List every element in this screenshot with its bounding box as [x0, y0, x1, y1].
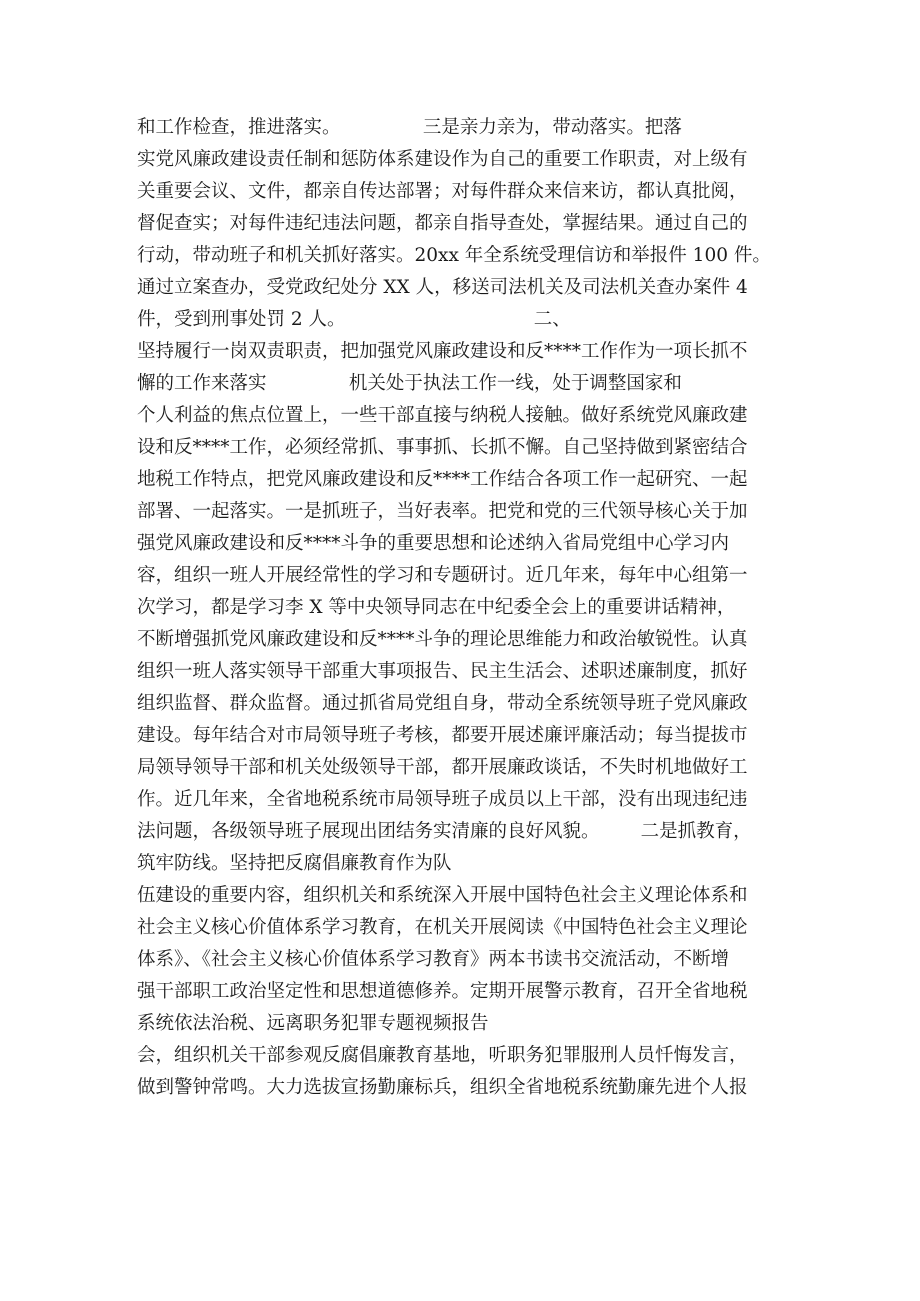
- text-line: 督促查实；对每件违纪违法问题，都亲自指导查处，掌握结果。通过自己的: [137, 213, 748, 234]
- text-line: 做到警钟常鸣。大力选拔宣扬勤廉标兵，组织全省地税系统勤廉先进个人报: [137, 1077, 748, 1098]
- text-line: 实党风廉政建设责任制和惩防体系建设作为自己的重要工作职责，对上级有: [137, 149, 748, 170]
- text-line: 伍建设的重要内容，组织机关和系统深入开展中国特色社会主义理论体系和: [137, 885, 748, 906]
- text-line: 会，组织机关干部参观反腐倡廉教育基地，听职务犯罪服刑人员忏悔发言，: [137, 1045, 748, 1066]
- text-line: 地税工作特点，把党风廉政建设和反****工作结合各项工作一起研究、一起: [137, 469, 748, 490]
- text-line: 作。近几年来，全省地税系统市局领导班子成员以上干部，没有出现违纪违: [137, 789, 748, 810]
- text-line: 行动，带动班子和机关抓好落实。20xx 年全系统受理信访和举报件 100 件。: [137, 245, 771, 266]
- text-line: 法问题，各级领导班子展现出团结务实清廉的良好风貌。 二是抓教育，: [137, 821, 752, 842]
- text-line: 个人利益的焦点位置上，一些干部直接与纳税人接触。做好系统党风廉政建: [137, 405, 748, 426]
- text-line: 体系》、《社会主义核心价值体系学习教育》两本书读书交流活动，不断增: [137, 949, 730, 970]
- text-line: 坚持履行一岗双责职责，把加强党风廉政建设和反****工作作为一项长抓不: [137, 341, 748, 362]
- text-line: 容，组织一班人开展经常性的学习和专题研讨。近几年来，每年中心组第一: [137, 565, 748, 586]
- text-line: 筑牢防线。坚持把反腐倡廉教育作为队: [137, 853, 452, 874]
- text-line: 强干部职工政治坚定性和思想道德修养。定期开展警示教育，召开全省地税: [137, 981, 748, 1002]
- text-line: 建设。每年结合对市局领导班子考核，都要开展述廉评廉活动；每当提拔市: [137, 725, 748, 746]
- text-line: 组织一班人落实领导干部重大事项报告、民主生活会、述职述廉制度，抓好: [137, 661, 748, 682]
- text-line: 次学习，都是学习李 X 等中央领导同志在中纪委全会上的重要讲话精神，: [137, 597, 736, 618]
- text-line: 社会主义核心价值体系学习教育，在机关开展阅读《中国特色社会主义理论: [137, 917, 748, 938]
- text-line: 设和反****工作，必须经常抓、事事抓、长抓不懈。自己坚持做到紧密结合: [137, 437, 748, 458]
- text-line: 强党风廉政建设和反****斗争的重要思想和论述纳入省局党组中心学习内: [137, 533, 730, 554]
- text-line: 通过立案查办，受党政纪处分 XX 人，移送司法机关及司法机关查办案件 4: [137, 277, 748, 298]
- text-line: 组织监督、群众监督。通过抓省局党组自身，带动全系统领导班子党风廉政: [137, 693, 748, 714]
- text-line: 部署、一起落实。一是抓班子，当好表率。把党和党的三代领导核心关于加: [137, 501, 748, 522]
- text-line: 不断增强抓党风廉政建设和反****斗争的理论思维能力和政治敏锐性。认真: [137, 629, 748, 650]
- text-line: 关重要会议、文件，都亲自传达部署；对每件群众来信来访，都认真批阅，: [137, 181, 748, 202]
- text-line: 和工作检查，推进落实。 三是亲力亲为，带动落实。把落: [137, 117, 682, 138]
- text-line: 懈的工作来落实 机关处于执法工作一线，处于调整国家和: [137, 373, 682, 394]
- text-line: 局领导领导干部和机关处级领导干部，都开展廉政谈话，不失时机地做好工: [137, 757, 748, 778]
- text-line: 件，受到刑事处罚 2 人。 二、: [137, 309, 571, 330]
- text-line: 系统依法治税、远离职务犯罪专题视频报告: [137, 1013, 489, 1034]
